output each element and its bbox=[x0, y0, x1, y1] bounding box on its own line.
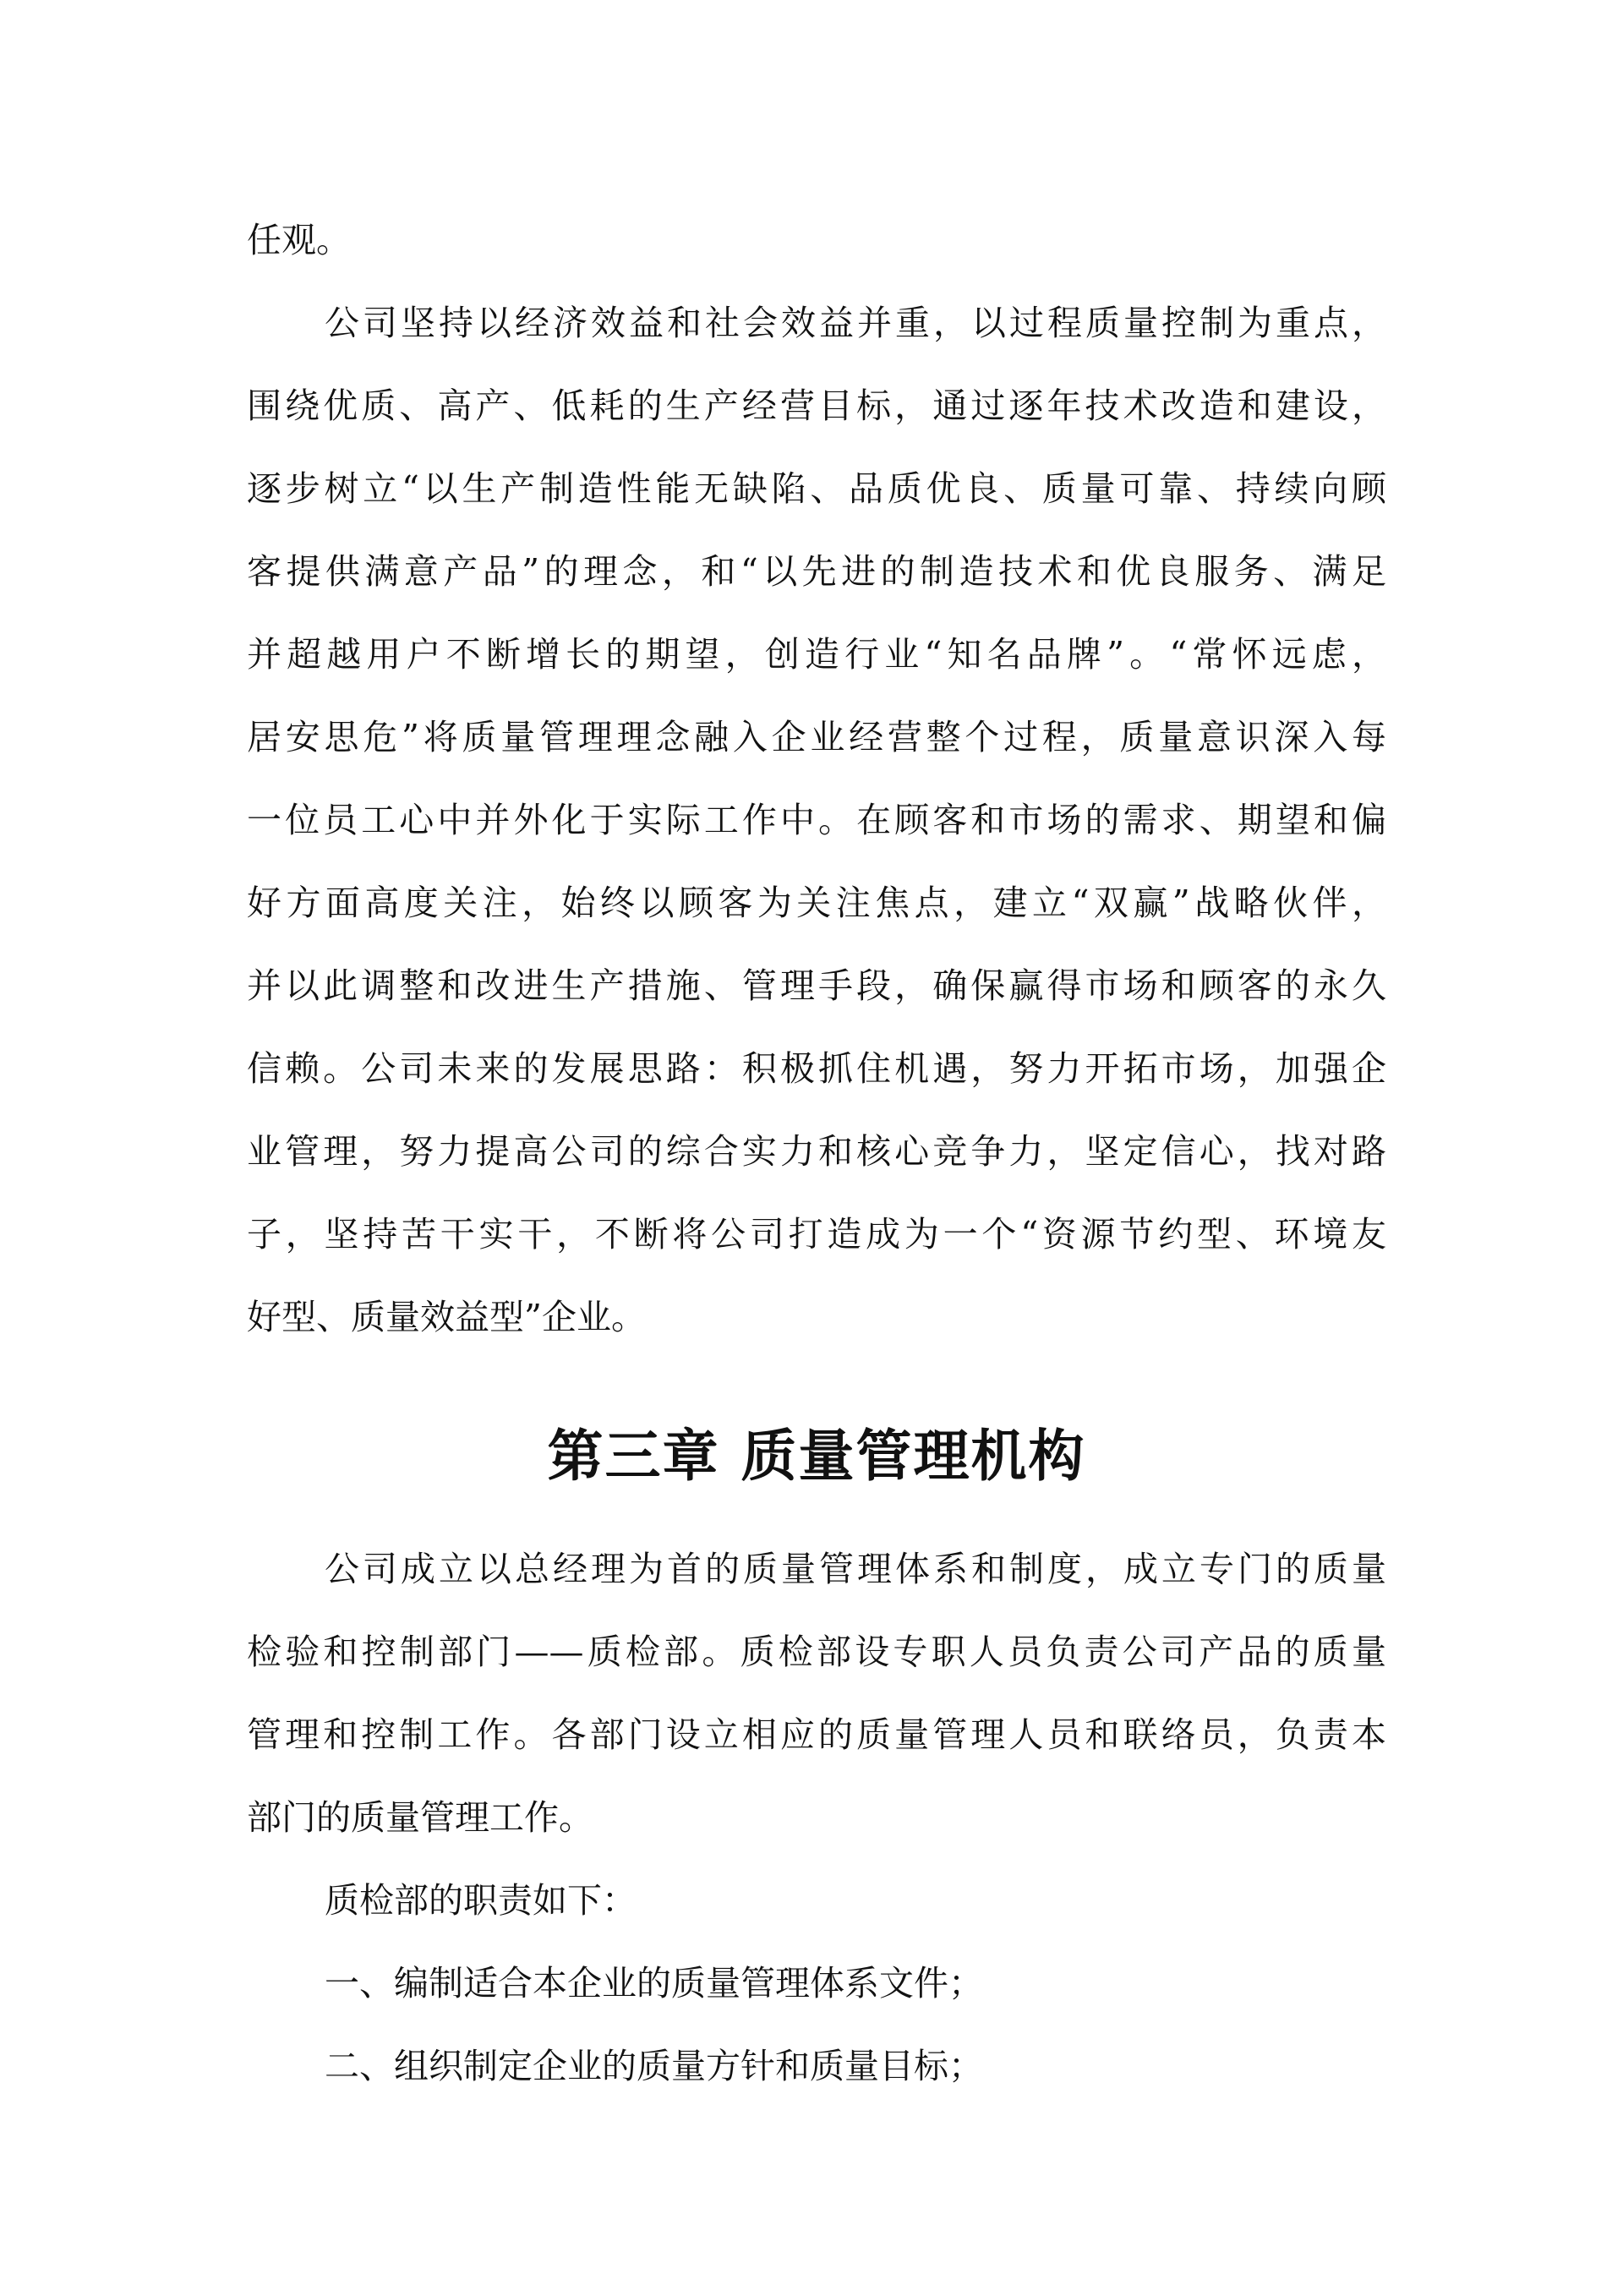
paragraph-2-line: 公司坚持以经济效益和社会效益并重，以过程质量控制为重点， bbox=[325, 303, 1386, 343]
paragraph-2-line: 并以此调整和改进生产措施、管理手段，确保赢得市场和顾客的永久 bbox=[247, 965, 1386, 1006]
paragraph-2-line: 好方面高度关注，始终以顾客为关注焦点，建立“双赢”战略伙伴， bbox=[247, 883, 1386, 923]
paragraph-3-line: 公司成立以总经理为首的质量管理体系和制度，成立专门的质量 bbox=[325, 1549, 1386, 1589]
paragraph-2-line: 逐步树立“以生产制造性能无缺陷、品质优良、质量可靠、持续向顾 bbox=[247, 468, 1386, 509]
paragraph-2-line: 并超越用户不断增长的期望，创造行业“知名品牌”。“常怀远虑， bbox=[247, 634, 1386, 675]
paragraph-3-line: 检验和控制部门——质检部。质检部设专职人员负责公司产品的质量 bbox=[247, 1632, 1386, 1672]
paragraph-2-line: 一位员工心中并外化于实际工作中。在顾客和市场的需求、期望和偏 bbox=[247, 800, 1386, 840]
duty-item: 一、编制适合本企业的质量管理体系文件； bbox=[325, 1963, 983, 2004]
paragraph-1-line: 任观。 bbox=[247, 220, 351, 260]
paragraph-2-line: 围绕优质、高产、低耗的生产经营目标，通过逐年技术改造和建设， bbox=[247, 385, 1386, 426]
duties-intro: 质检部的职责如下： bbox=[325, 1880, 637, 1921]
paragraph-2-line: 子，坚持苦干实干，不断将公司打造成为一个“资源节约型、环境友 bbox=[247, 1214, 1386, 1255]
paragraph-2-line: 好型、质量效益型”企业。 bbox=[247, 1297, 646, 1337]
paragraph-2-line: 客提供满意产品”的理念，和“以先进的制造技术和优良服务、满足 bbox=[247, 551, 1386, 592]
paragraph-2-line: 居安思危”将质量管理理念融入企业经营整个过程，质量意识深入每 bbox=[247, 717, 1386, 757]
paragraph-2-line: 信赖。公司未来的发展思路：积极抓住机遇，努力开拓市场，加强企 bbox=[247, 1048, 1386, 1089]
duty-item: 二、组织制定企业的质量方针和质量目标； bbox=[325, 2046, 983, 2086]
paragraph-2-line: 业管理，努力提高公司的综合实力和核心竞争力，坚定信心，找对路 bbox=[247, 1131, 1386, 1172]
chapter-heading: 第三章 质量管理机构 bbox=[547, 1424, 1086, 1489]
paragraph-3-line: 管理和控制工作。各部门设立相应的质量管理人员和联络员，负责本 bbox=[247, 1714, 1386, 1755]
paragraph-3-line: 部门的质量管理工作。 bbox=[247, 1797, 593, 1838]
